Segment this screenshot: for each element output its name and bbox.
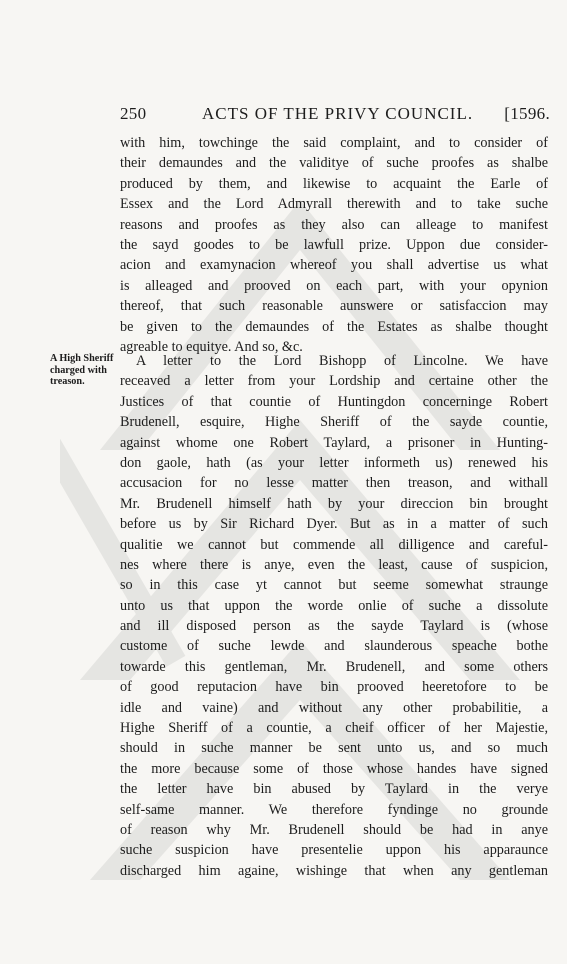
text-line: the letter have bin abused by Taylard in the verye	[120, 781, 548, 798]
text-line: and ill disposed person as the sayde Taylard is (whose	[120, 618, 548, 635]
running-header	[120, 104, 550, 126]
text-line: discharged him againe, wishinge that when any gentleman	[120, 862, 548, 879]
text-line: with him, towchinge the said complaint, and to consider of	[120, 135, 548, 151]
text-line: be given to the demaundes of the Estates as shalbe thought	[120, 318, 548, 335]
text-line: thereof, that such reasonable aunswere or satisfaccion may	[120, 298, 548, 315]
margin-note-line: treason.	[50, 376, 85, 387]
text-line: so in this case yt cannot but seeme somewhat straunge	[120, 577, 548, 594]
text-line: their demaundes and the validitye of suche proofes as shalbe	[120, 155, 548, 172]
text-line: suche suspicion have presentelie uppon his apparaunce	[120, 842, 548, 859]
text-line: against whome one Robert Taylard, a prisoner in Hunting-	[120, 434, 548, 451]
text-line: idle and vaine) and without any other probabilitie, a	[120, 699, 548, 716]
text-line: acion and examynacion whereof you shall advertise us what	[120, 257, 548, 274]
text-line: should in suche manner be sent unto us, and so much	[120, 740, 548, 757]
year-marker: [1596.	[504, 104, 550, 123]
running-title: ACTS OF THE PRIVY COUNCIL.	[202, 104, 474, 123]
text-line: Highe Sheriff of a countie, a cheif officer of her Majestie,	[120, 720, 548, 737]
text-line: the sayd goodes to be lawfull prize. Uppon due consider-	[120, 236, 548, 253]
text-line: towarde this gentleman, Mr. Brudenell, and some others	[120, 658, 548, 675]
text-line: agreable to equitye. And so, &c.	[120, 338, 303, 355]
paragraph-continued	[120, 133, 548, 357]
text-line: nes where there is anye, even the least, cause of suspicion,	[120, 556, 548, 573]
text-line: don gaole, hath (as your letter informeth us) renewed his	[120, 454, 548, 471]
text-line: self-same manner. We therefore fyndinge no grounde	[120, 801, 548, 818]
text-line: of reason why Mr. Brudenell should be had in anye	[120, 821, 548, 838]
text-line: receaved a letter from your Lordship and certaine other the	[120, 373, 548, 390]
text-line: Essex and the Lord Admyrall therewith and to take suche	[120, 196, 548, 213]
text-line: reasons and proofes as they also can alleage to manifest	[120, 216, 548, 233]
text-line: A letter to the Lord Bishopp of Lincolne. We have	[136, 353, 548, 369]
text-line: the more because some of those whose handes have signed	[120, 760, 548, 777]
text-line: before us by Sir Richard Dyer. But as in a matter of such	[120, 516, 548, 533]
text-line: of good reputacion have bin prooved heeretofore to be	[120, 679, 548, 696]
margin-note	[50, 353, 118, 388]
text-line: qualitie we cannot but commende all dilligence and careful-	[120, 536, 548, 553]
text-line: accusacion for no lesse matter then treason, and withall	[120, 475, 548, 492]
paragraph-letter-bishop	[120, 351, 548, 881]
text-line: produced by them, and likewise to acquaint the Earle of	[120, 175, 548, 192]
text-line: Justices of that countie of Huntingdon concerninge Robert	[120, 393, 548, 410]
text-line: custome of suche lewde and slaunderous speache bothe	[120, 638, 548, 655]
margin-note-line: A High Sheriff	[50, 353, 114, 364]
page-number: 250	[120, 104, 147, 123]
margin-note-line: charged with	[50, 364, 107, 376]
text-line: unto us that uppon the worde onlie of suche a dissolute	[120, 597, 548, 614]
text-line: is alleaged and prooved on each part, with your opynion	[120, 277, 548, 294]
text-line: Brudenell, esquire, Highe Sheriff of the sayde countie,	[120, 414, 548, 431]
text-line: Mr. Brudenell himself hath by your direccion bin brought	[120, 495, 548, 512]
